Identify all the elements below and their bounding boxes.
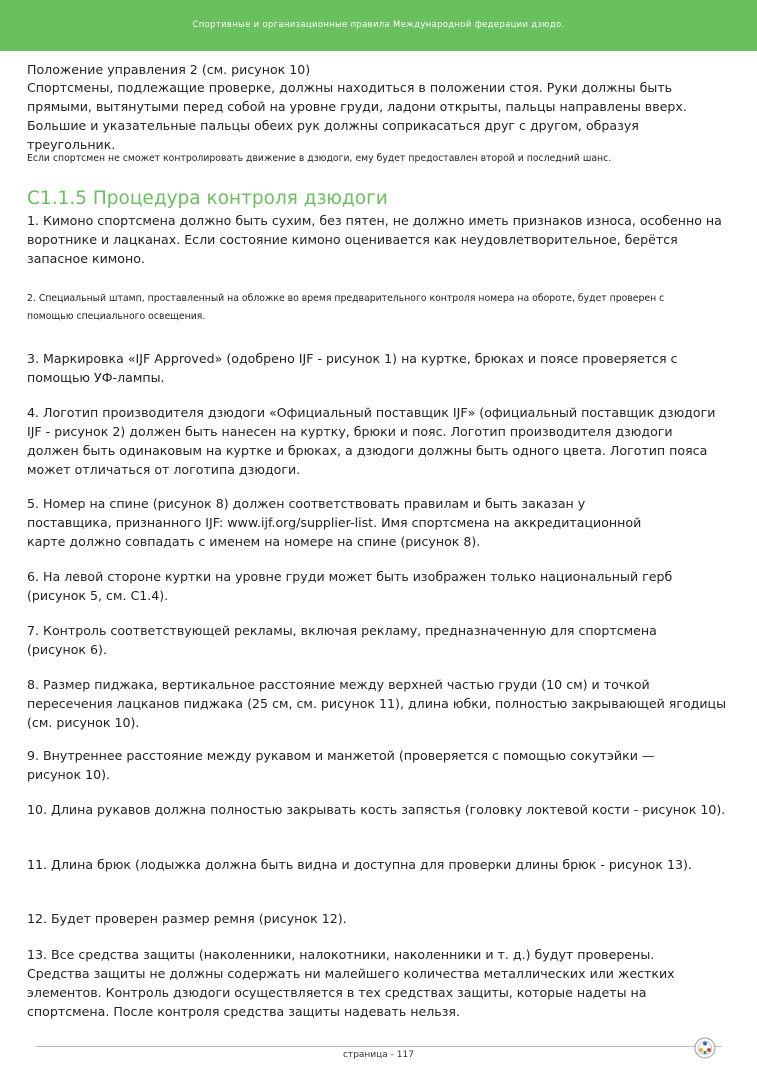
section-heading: C1.1.5 Процедура контроля дзюдоги xyxy=(27,188,388,209)
list-item: 9. Внутреннее расстояние между рукавом и манжетой (проверяется с помощью сокутэйки — рисунок 10). xyxy=(27,748,655,782)
list-item: 10. Длина рукавов должна полностью закрывать кость запястья (головку локтевой кости - рисунок 10). xyxy=(27,802,726,817)
list-item: 1. Кимоно спортсмена должно быть сухим, без пятен, не должно иметь признаков износа, особенно на воротнике и лацканах. Если состояние кимоно оценивается как неудовлетворительное, берётся запасное кимоно. xyxy=(27,213,722,266)
page-header xyxy=(0,0,757,51)
list-item: 13. Все средства защиты (наколенники, налокотники, наколенники и т. д.) будут проверены. Средства защиты не должны содержать ни малейшего количества металлических или жестких элементов. Контроль дзюдоги осуществляется в тех средствах защиты, которые надеты на спортсмена. После контроля средства защиты надевать нельзя. xyxy=(27,947,675,1019)
list-item: 12. Будет проверен размер ремня (рисунок 12). xyxy=(27,911,347,926)
list-item: 3. Маркировка «IJF Approved» (одобрено IJF - рисунок 1) на куртке, брюках и поясе проверяется с помощью УФ-лампы. xyxy=(27,351,678,385)
list-item: 8. Размер пиджака, вертикальное расстояние между верхней частью груди (10 см) и точкой пересечения лацканов пиджака (25 см, см. рисунок 11), длина юбки, полностью закрывающей ягодицы (см. рисунок 10). xyxy=(27,677,727,730)
control-position-title: Положение управления 2 (см. рисунок 10) xyxy=(27,62,311,77)
header-title: Спортивные и организационные правила Международной федерации дзюдо. xyxy=(192,20,565,30)
list-item: 5. Номер на спине (рисунок 8) должен соответствовать правилам и быть заказан у поставщика, признанного IJF: www.ijf.org/supplier-list. Имя спортсмена на аккредитационной карте должно совпадать с именем на номере на спине (рисунок 8). xyxy=(27,496,642,549)
list-item: 6. На левой стороне куртки на уровне груди может быть изображен только национальный герб (рисунок 5, см. C1.4). xyxy=(27,569,673,603)
list-item: 11. Длина брюк (лодыжка должна быть видна и доступна для проверки длины брюк - рисунок 13). xyxy=(27,857,692,872)
control-position-text: Спортсмены, подлежащие проверке, должны находиться в положении стоя. Руки должны быть прямыми, вытянутыми перед собой на уровне груди, ладони открыты, пальцы направлены вверх. Большие и указательные пальцы обеих рук должны соприкасаться друг с другом, образуя треугольник. xyxy=(27,80,687,152)
list-item: 2. Специальный штамп, проставленный на обложке во время предварительного контроля номера на обороте, будет проверен с помощью специального освещения. xyxy=(27,293,665,322)
list-item: 4. Логотип производителя дзюдоги «Официальный поставщик IJF» (официальный поставщик дзюдоги IJF - рисунок 2) должен быть нанесен на куртку, брюки и пояс. Логотип производителя дзюдоги должен быть одинаковым на куртке и брюках, а дзюдоги должны быть одного цвета. Логотип пояса может отличаться от логотипа дзюдоги. xyxy=(27,405,716,477)
list-item: 7. Контроль соответствующей рекламы, включая рекламу, предназначенную для спортсмена (рисунок 6). xyxy=(27,623,657,657)
page-number: страница - 117 xyxy=(343,1050,414,1060)
second-chance-note: Если спортсмен не сможет контролировать движение в дзюдоги, ему будет предоставлен второй и последний шанс. xyxy=(27,153,612,164)
footer-divider xyxy=(36,1046,722,1047)
